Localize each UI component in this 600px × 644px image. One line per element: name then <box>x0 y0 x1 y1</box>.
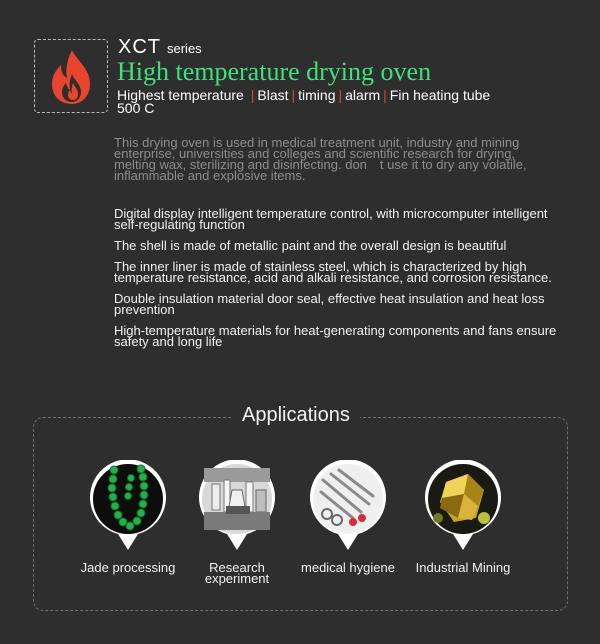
max-temperature: 500 C <box>117 100 155 116</box>
medical-instruments-icon <box>309 460 387 552</box>
feature-item: The shell is made of metallic paint and the overall design is beautiful <box>114 238 507 253</box>
spec-item-fin-heating-tube: Fin heating tube <box>389 87 491 103</box>
application-industrial-mining <box>403 460 523 573</box>
feature-item: The inner liner is made of stainless steel, which is characterized by high temperature resistance, acid and alkali resistance, and corrosion resistance. <box>114 259 552 285</box>
application-label-line: Industrial Mining <box>415 560 511 575</box>
application-medical-hygiene <box>288 460 408 573</box>
series-word: series <box>167 41 202 56</box>
application-research-experiment <box>177 460 297 584</box>
application-label <box>68 562 188 573</box>
applications-heading: Applications <box>232 403 360 427</box>
application-label-line: medical hygiene <box>301 560 395 575</box>
feature-item: High-temperature materials for heat-generating components and fans ensure safety and long life <box>114 323 557 349</box>
application-label <box>177 562 297 584</box>
feature-item: Double insulation material door seal, effective heat insulation and heat loss prevention <box>114 291 545 317</box>
application-label-line: Research <box>209 560 265 575</box>
application-jade-processing <box>68 460 188 573</box>
jade-beads-icon <box>89 460 167 552</box>
spec-item-highest-temperature: Highest temperature <box>117 87 244 103</box>
intro-paragraph: This drying oven is used in medical treatment unit, industry and mining enterprise, universities and colleges and scientific research for drying, melting wax, sterilizing and disinfecting. don t use it to dry any volatile, inflammable and explosive items. <box>114 135 527 183</box>
application-label-line: Jade processing <box>80 560 176 575</box>
application-label <box>288 562 408 573</box>
lab-glassware-icon <box>198 460 276 552</box>
application-label <box>403 562 523 573</box>
spec-separator: | <box>291 87 296 103</box>
spec-line <box>117 88 490 103</box>
series-code: XCT <box>118 36 161 58</box>
spec-item-timing: timing <box>298 87 336 103</box>
page-title: High temperature drying oven <box>117 57 432 86</box>
spec-separator: | <box>383 87 387 103</box>
logo-box <box>34 39 108 113</box>
feature-list <box>114 208 564 347</box>
spec-item-alarm: alarm <box>345 87 381 103</box>
feature-item: Digital display intelligent temperature control, with microcomputer intelligent self-regulating function <box>114 206 548 232</box>
mineral-crystal-icon <box>424 460 502 552</box>
spec-separator: | <box>338 87 343 103</box>
spec-separator: | <box>250 87 255 103</box>
application-label-line: experiment <box>204 571 270 586</box>
flame-icon <box>46 48 98 106</box>
series-line <box>118 36 202 59</box>
spec-item-blast: Blast <box>257 87 289 103</box>
